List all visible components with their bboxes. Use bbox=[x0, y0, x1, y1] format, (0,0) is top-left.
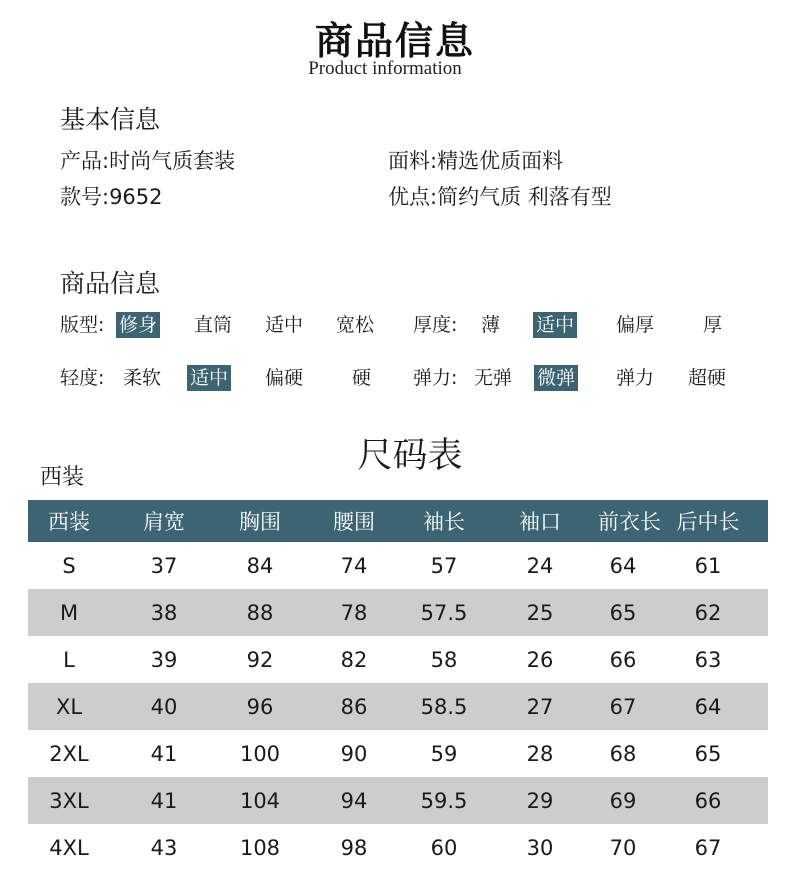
table-cell: 84 bbox=[246, 553, 274, 578]
elasticity-label: 弹力: bbox=[413, 367, 458, 389]
fabric-text: 面料:精选优质面料 bbox=[388, 149, 564, 173]
fit-option-regular: 适中 bbox=[265, 314, 304, 336]
elasticity-option-elastic: 弹力 bbox=[616, 367, 655, 389]
size-chart-title: 尺码表 bbox=[357, 436, 463, 476]
table-cell: 30 bbox=[526, 835, 554, 860]
thickness-option-thicker: 偏厚 bbox=[616, 314, 655, 336]
column-header: 袖口 bbox=[519, 510, 561, 534]
table-cell: 68 bbox=[609, 741, 637, 766]
table-cell: XL bbox=[55, 694, 83, 719]
fit-label: 版型: bbox=[60, 314, 105, 336]
column-header: 胸围 bbox=[239, 510, 281, 534]
thickness-option-thick: 厚 bbox=[703, 314, 723, 336]
fit-option-loose: 宽松 bbox=[336, 314, 375, 336]
table-cell: 82 bbox=[340, 647, 368, 672]
table-cell: 3XL bbox=[49, 788, 89, 813]
elasticity-option-none: 无弹 bbox=[474, 367, 513, 389]
column-header: 肩宽 bbox=[143, 510, 185, 534]
basic-info-heading: 基本信息 bbox=[60, 105, 161, 134]
table-cell: 37 bbox=[150, 553, 178, 578]
table-cell: 94 bbox=[340, 788, 368, 813]
fit-option-slim: 修身 bbox=[116, 312, 160, 338]
table-cell: 40 bbox=[150, 694, 178, 719]
fit-option-straight: 直筒 bbox=[194, 314, 233, 336]
elasticity-option-slight: 微弹 bbox=[534, 365, 578, 391]
table-cell: 41 bbox=[150, 788, 178, 813]
table-cell: 90 bbox=[340, 741, 368, 766]
thickness-label: 厚度: bbox=[413, 314, 458, 336]
table-cell: 57.5 bbox=[420, 600, 468, 625]
table-cell: 98 bbox=[340, 835, 368, 860]
table-row bbox=[28, 636, 768, 683]
table-cell: M bbox=[59, 600, 79, 625]
table-cell: 41 bbox=[150, 741, 178, 766]
table-cell: 92 bbox=[246, 647, 274, 672]
column-header: 袖长 bbox=[423, 510, 465, 534]
table-cell: 67 bbox=[694, 835, 722, 860]
product-info-heading: 商品信息 bbox=[60, 269, 161, 298]
table-row bbox=[28, 589, 768, 636]
table-cell: 58 bbox=[430, 647, 458, 672]
table-cell: 100 bbox=[239, 741, 281, 766]
table-cell: 27 bbox=[526, 694, 554, 719]
table-cell: 66 bbox=[694, 788, 722, 813]
table-row bbox=[28, 730, 768, 777]
softness-label: 轻度: bbox=[60, 367, 105, 389]
page-title: 商品信息 bbox=[314, 18, 475, 63]
table-row bbox=[28, 542, 768, 589]
softness-option-medium: 适中 bbox=[187, 365, 231, 391]
table-cell: 39 bbox=[150, 647, 178, 672]
column-header: 后中长 bbox=[676, 510, 740, 534]
table-cell: 61 bbox=[694, 553, 722, 578]
table-cell: 64 bbox=[609, 553, 637, 578]
table-cell: 63 bbox=[694, 647, 722, 672]
table-cell: 108 bbox=[239, 835, 281, 860]
size-chart-category: 西装 bbox=[40, 465, 85, 490]
table-cell: 62 bbox=[694, 600, 722, 625]
table-cell: 4XL bbox=[49, 835, 89, 860]
table-cell: 38 bbox=[150, 600, 178, 625]
table-cell: L bbox=[63, 647, 75, 672]
product-name-text: 产品:时尚气质套装 bbox=[60, 149, 236, 173]
table-cell: 65 bbox=[609, 600, 637, 625]
size-table-header bbox=[28, 500, 768, 542]
softness-option-stiff: 硬 bbox=[352, 367, 372, 389]
table-cell: 59 bbox=[430, 741, 458, 766]
softness-option-stiffer: 偏硬 bbox=[265, 367, 304, 389]
column-header: 西装 bbox=[48, 510, 90, 534]
table-cell: 86 bbox=[340, 694, 368, 719]
table-cell: 25 bbox=[526, 600, 554, 625]
table-cell: 67 bbox=[609, 694, 637, 719]
thickness-option-medium: 适中 bbox=[533, 312, 577, 338]
elasticity-option-very: 超硬 bbox=[688, 367, 727, 389]
table-cell: 26 bbox=[526, 647, 554, 672]
table-cell: 43 bbox=[150, 835, 178, 860]
table-cell: 59.5 bbox=[420, 788, 468, 813]
table-cell: 28 bbox=[526, 741, 554, 766]
table-cell: 88 bbox=[246, 600, 274, 625]
table-cell: 24 bbox=[526, 553, 554, 578]
table-cell: 69 bbox=[609, 788, 637, 813]
table-cell: 65 bbox=[694, 741, 722, 766]
table-row bbox=[28, 824, 768, 871]
table-row bbox=[28, 683, 768, 730]
table-cell: 78 bbox=[340, 600, 368, 625]
table-cell: 104 bbox=[239, 788, 281, 813]
size-table bbox=[28, 500, 768, 871]
table-cell: 60 bbox=[430, 835, 458, 860]
table-cell: 29 bbox=[526, 788, 554, 813]
table-cell: 66 bbox=[609, 647, 637, 672]
table-cell: 64 bbox=[694, 694, 722, 719]
column-header: 腰围 bbox=[333, 510, 375, 534]
table-cell: S bbox=[62, 553, 76, 578]
table-cell: 57 bbox=[430, 553, 458, 578]
table-cell: 70 bbox=[609, 835, 637, 860]
table-cell: 2XL bbox=[49, 741, 89, 766]
column-header: 前衣长 bbox=[598, 510, 661, 534]
table-cell: 74 bbox=[340, 553, 368, 578]
softness-option-soft: 柔软 bbox=[123, 367, 162, 389]
page-subtitle: Product information bbox=[308, 58, 462, 79]
thickness-option-thin: 薄 bbox=[481, 314, 501, 336]
table-cell: 58.5 bbox=[420, 694, 468, 719]
style-number-text: 款号:9652 bbox=[60, 185, 163, 209]
table-row bbox=[28, 777, 768, 824]
table-cell: 96 bbox=[246, 694, 274, 719]
advantage-text: 优点:简约气质 利落有型 bbox=[388, 185, 612, 209]
